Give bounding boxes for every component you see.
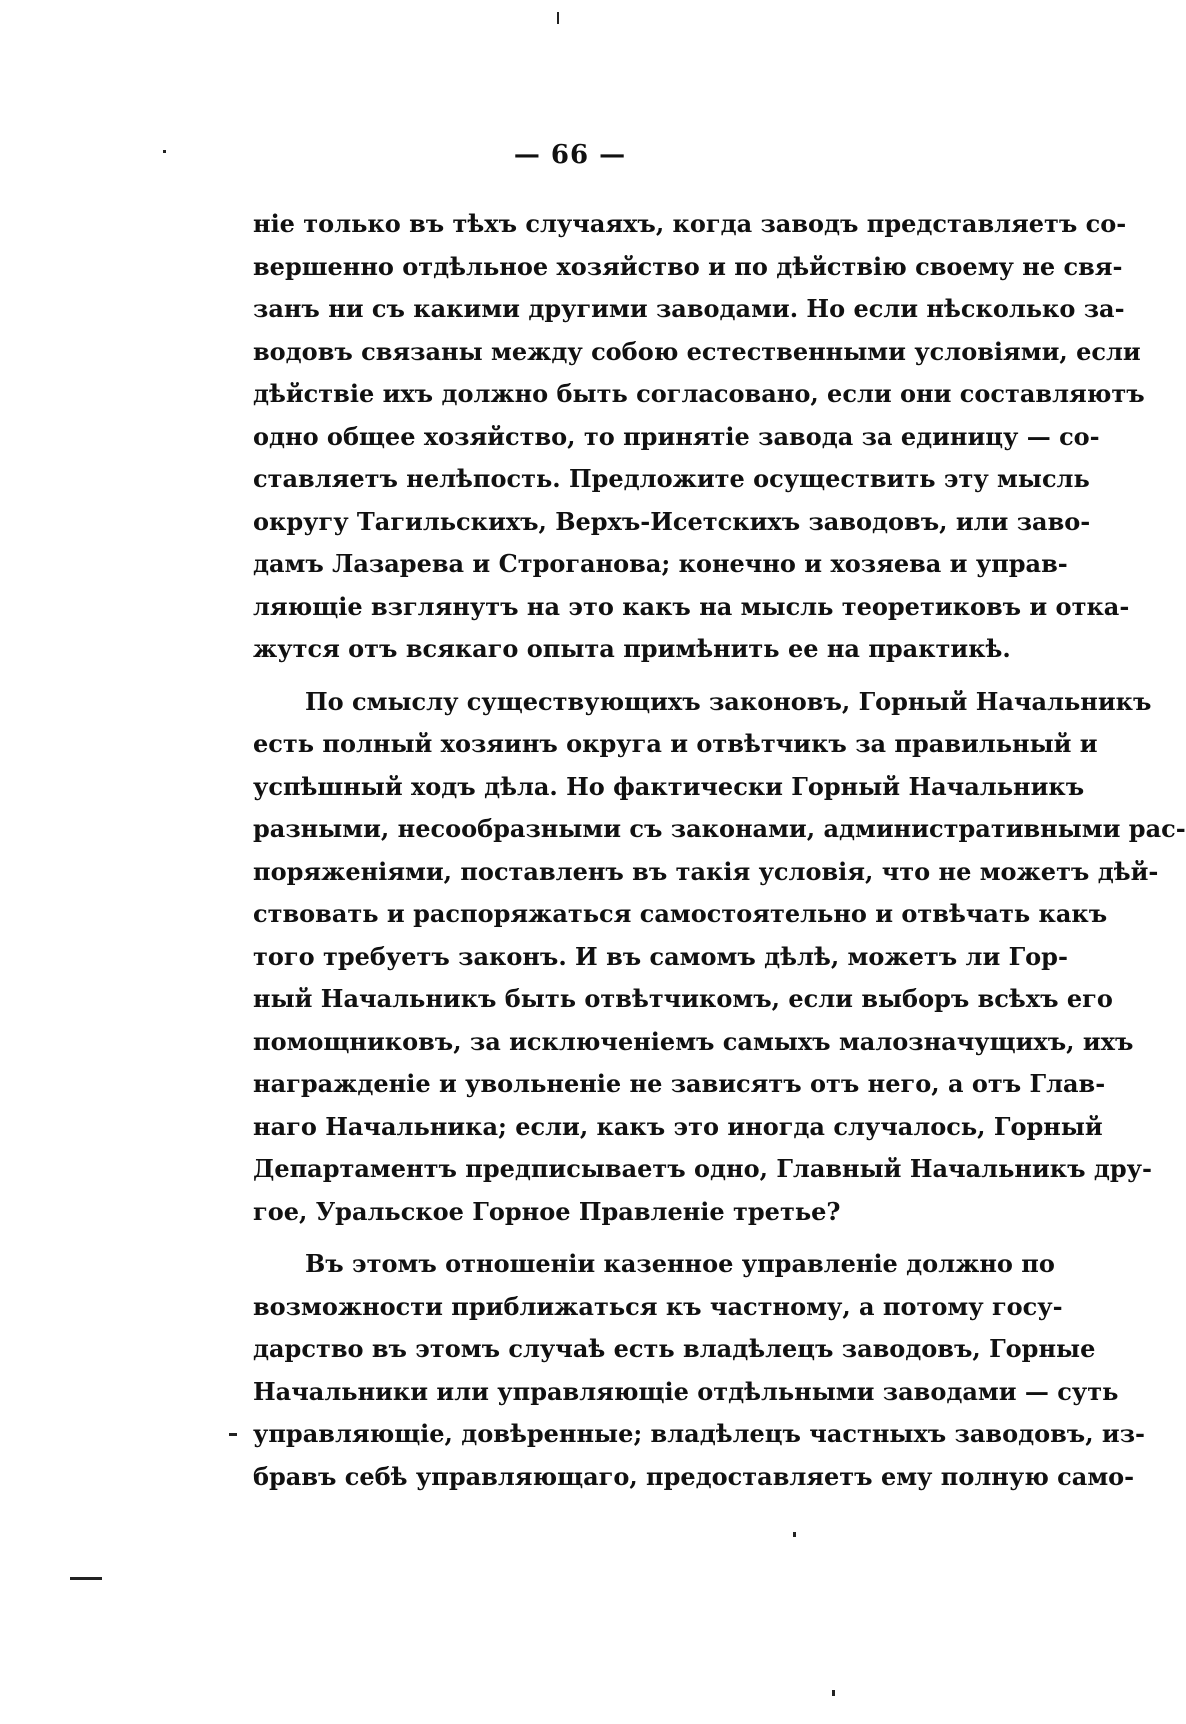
text-line: Въ этомъ отношеніи казенное управленіе должно по [305, 1249, 1055, 1278]
text-line: занъ ни съ какими другими заводами. Но если нѣсколько за- [253, 294, 1125, 323]
text-line: дарство въ этомъ случаѣ есть владѣлецъ заводовъ, Горные [253, 1334, 1096, 1363]
paragraph [253, 1243, 1145, 1498]
text-line: дамъ Лазарева и Строганова; конечно и хозяева и управ- [253, 549, 1068, 578]
margin-dash-mark [70, 1577, 102, 1580]
paragraph [253, 681, 1186, 1234]
text-line: успѣшный ходъ дѣла. Но фактически Горный Начальникъ [253, 771, 1085, 801]
text-line: наго Начальника; если, какъ это иногда случалось, Горный [253, 1111, 1103, 1141]
text-line: есть полный хозяинъ округа и отвѣтчикъ за правильный и [253, 729, 1098, 758]
text-line: поряженіями, поставленъ въ такія условія, что не можетъ дѣй- [253, 856, 1159, 886]
paragraph [253, 203, 1145, 671]
text-line: Департаментъ предписываетъ одно, Главный Начальникъ дру- [253, 1154, 1152, 1183]
text-line: управляющіе, довѣренные; владѣлецъ частныхъ заводовъ, из- [253, 1419, 1145, 1448]
text-line: того требуетъ законъ. И въ самомъ дѣлѣ, можетъ ли Гор- [253, 941, 1068, 971]
text-line: округу Тагильскихъ, Верхъ-Исетскихъ заводовъ, или заво- [253, 506, 1091, 536]
text-line: По смыслу существующихъ законовъ, Горный Начальникъ [305, 686, 1152, 716]
text-line: ляющіе взглянутъ на это какъ на мысль теоретиковъ и отка- [253, 591, 1130, 621]
text-line: гое, Уральское Горное Правленіе третье? [253, 1196, 841, 1226]
scan-speck [229, 1433, 237, 1436]
scan-speck [832, 1690, 835, 1696]
text-line: водовъ связаны между собою естественными условіями, если [253, 336, 1141, 366]
text-line: жутся отъ всякаго опыта примѣнить ее на практикѣ. [253, 634, 1011, 663]
text-line: помощниковъ, за исключеніемъ самыхъ малозначущихъ, ихъ [253, 1026, 1134, 1056]
text-line: дѣйствіе ихъ должно быть согласовано, если они составляютъ [253, 379, 1145, 408]
text-line: награжденіе и увольненіе не зависятъ отъ него, а отъ Глав- [253, 1069, 1106, 1098]
text-line: бравъ себѣ управляющаго, предоставляетъ ему полную само- [253, 1461, 1135, 1491]
page-number: — 66 — [513, 140, 627, 170]
body-text [253, 203, 1186, 1498]
text-line: одно общее хозяйство, то принятіе завода за единицу — со- [253, 421, 1100, 451]
text-line: разными, несообразными съ законами, административными рас- [253, 814, 1186, 843]
scan-speck [793, 1532, 796, 1537]
text-line: возможности приближаться къ частному, а потому госу- [253, 1291, 1063, 1321]
text-line: Начальники или управляющіе отдѣльными заводами — суть [253, 1376, 1119, 1406]
text-line: ный Начальникъ быть отвѣтчикомъ, если выборъ всѣхъ его [253, 984, 1113, 1013]
scan-speck [557, 12, 559, 24]
text-line: ставляетъ нелѣпость. Предложите осуществить эту мысль [253, 464, 1090, 493]
text-line: вершенно отдѣльное хозяйство и по дѣйствію своему не свя- [253, 251, 1123, 281]
text-line: ствовать и распоряжаться самостоятельно и отвѣчать какъ [253, 899, 1108, 928]
text-line: ніе только въ тѣхъ случаяхъ, когда заводъ представляетъ со- [253, 209, 1127, 238]
